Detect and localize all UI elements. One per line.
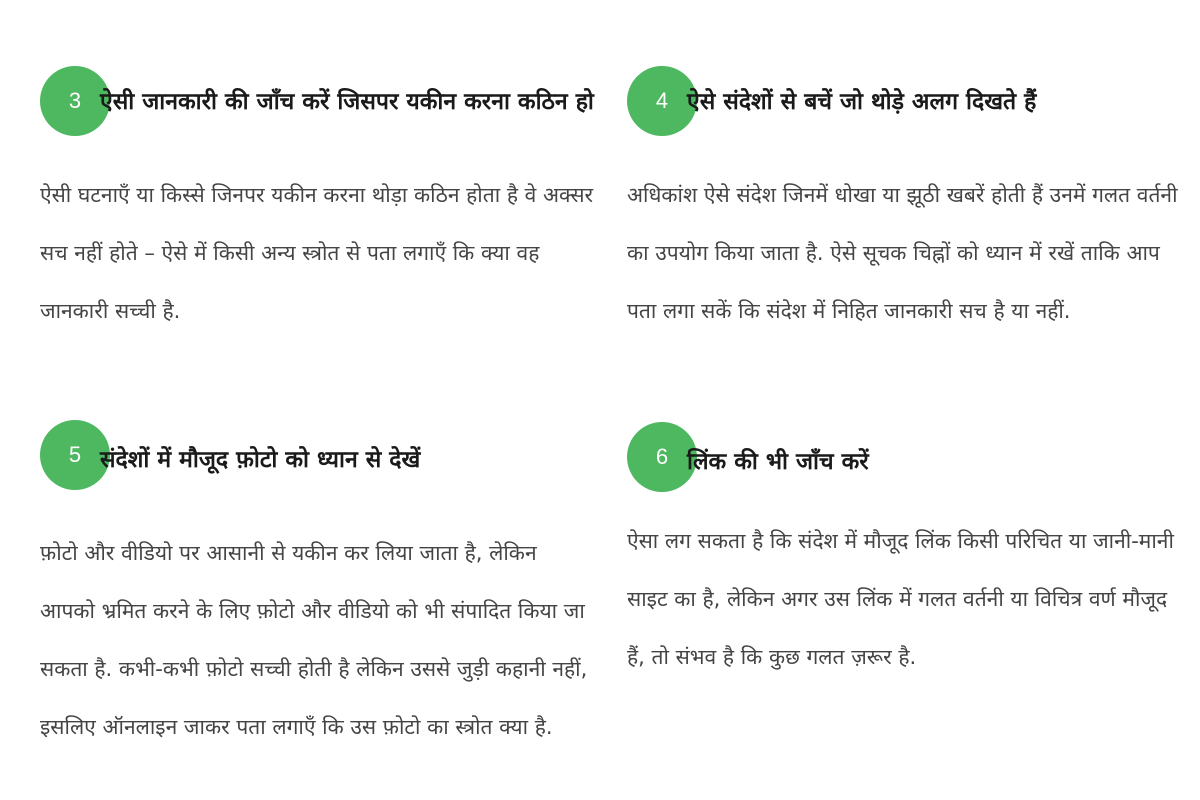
tip-body (627, 166, 1187, 340)
tip-header (40, 420, 600, 490)
tip-header (627, 420, 1187, 490)
step-number-badge: 5 (40, 420, 110, 490)
step-number-badge: 3 (40, 66, 110, 136)
tip-title: ऐसी जानकारी की जाँच करें जिसपर यकीन करना कठिन हो (100, 89, 594, 115)
tip-card-4 (627, 66, 1187, 340)
tip-body (627, 512, 1187, 686)
tip-body-line: पता लगा सकें कि संदेश में निहित जानकारी सच है या नहीं. (627, 299, 1071, 323)
tip-title: लिंक की भी जाँच करें (687, 449, 869, 475)
step-number-badge: 4 (627, 66, 697, 136)
tip-body-line: आपको भ्रमित करने के लिए फ़ोटो और वीडियो को भी संपादित किया जा (40, 599, 585, 623)
tip-header (627, 66, 1187, 136)
tip-card-3 (40, 66, 600, 340)
tip-body-line: अधिकांश ऐसे संदेश जिनमें धोखा या झूठी खबरें होती हैं उनमें गलत वर्तनी (627, 183, 1178, 207)
tip-body-line: इसलिए ऑनलाइन जाकर पता लगाएँ कि उस फ़ोटो का स्त्रोत क्या है. (40, 715, 553, 739)
tip-body-line: सकता है. कभी-कभी फ़ोटो सच्ची होती है लेकिन उससे जुड़ी कहानी नहीं, (40, 657, 588, 681)
step-number-badge: 6 (627, 422, 697, 492)
tip-body-line: ऐसी घटनाएँ या किस्से जिनपर यकीन करना थोड़ा कठिन होता है वे अक्सर (40, 183, 594, 207)
tip-card-5 (40, 420, 600, 756)
tip-body-line: सच नहीं होते – ऐसे में किसी अन्य स्त्रोत से पता लगाएँ कि क्या वह (40, 241, 540, 265)
tip-body (40, 524, 600, 756)
tip-body-line: फ़ोटो और वीडियो पर आसानी से यकीन कर लिया जाता है, लेकिन (40, 541, 537, 565)
tip-title: संदेशों में मौजूद फ़ोटो को ध्यान से देखें (100, 447, 421, 473)
tip-body-line: साइट का है, लेकिन अगर उस लिंक में गलत वर्तनी या विचित्र वर्ण मौजूद (627, 587, 1168, 611)
tip-body-line: का उपयोग किया जाता है. ऐसे सूचक चिह्नों को ध्यान में रखें ताकि आप (627, 241, 1160, 265)
tip-body-line: जानकारी सच्ची है. (40, 299, 181, 323)
tip-body-line: ऐसा लग सकता है कि संदेश में मौजूद लिंक किसी परिचित या जानी-मानी (627, 529, 1174, 553)
tip-body-line: हैं, तो संभव है कि कुछ गलत ज़रूर है. (627, 645, 917, 669)
tip-body (40, 166, 600, 340)
tip-title: ऐसे संदेशों से बचें जो थोड़े अलग दिखते हैं (687, 89, 1037, 115)
tip-card-6 (627, 420, 1187, 686)
tip-header (40, 66, 600, 136)
